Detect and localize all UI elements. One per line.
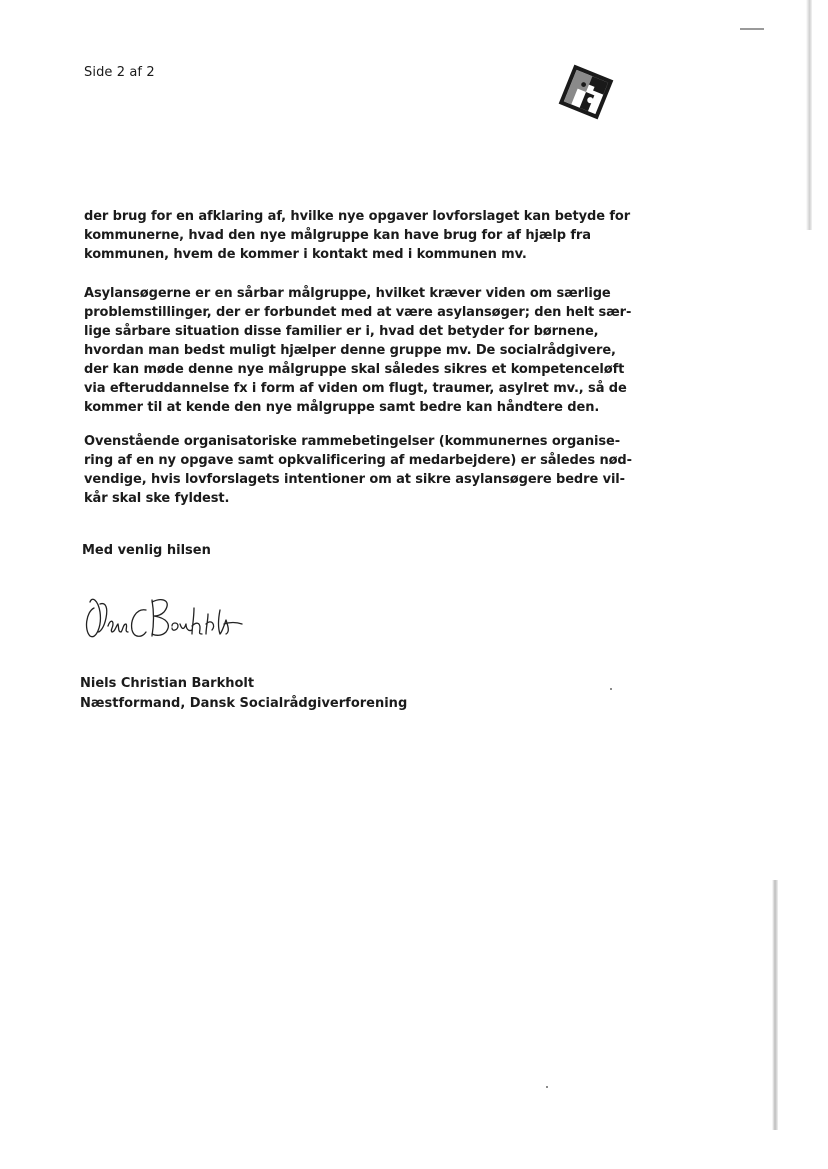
- text-line: der brug for en afklaring af, hvilke nye opgaver lovforslaget kan betyde for: [84, 209, 631, 224]
- scan-edge-shadow: [772, 880, 778, 1130]
- paragraph-2: [84, 284, 644, 417]
- text-line: problemstillinger, der er forbundet med at være asylansøger; den helt sær-: [84, 305, 632, 320]
- paragraph-3: [84, 432, 644, 508]
- scan-speck: [610, 688, 612, 690]
- scan-mark: [740, 28, 764, 30]
- text-line: kommunerne, hvad den nye målgruppe kan have brug for af hjælp fra: [84, 228, 591, 243]
- text-line: Asylansøgerne er en sårbar målgruppe, hvilket kræver viden om særlige: [84, 286, 611, 301]
- scan-speck: [546, 1086, 548, 1088]
- text-line: lige sårbare situation disse familier er i, hvad det betyder for børnene,: [84, 324, 599, 339]
- signer-name: Niels Christian Barkholt: [80, 676, 255, 691]
- text-line: kommer til at kende den nye målgruppe samt bedre kan håndtere den.: [84, 400, 600, 415]
- signer-title: Næstformand, Dansk Socialrådgiverforening: [80, 696, 408, 711]
- text-line: hvordan man bedst muligt hjælper denne gruppe mv. De socialrådgivere,: [84, 343, 616, 358]
- text-line: via efteruddannelse fx i form af viden om flugt, traumer, asylret mv., så de: [84, 381, 627, 396]
- handwritten-signature: [80, 578, 260, 650]
- text-line: Ovenstående organisatoriske rammebetingelser (kommunernes organise-: [84, 434, 620, 449]
- closing-salutation: Med venlig hilsen: [82, 543, 211, 558]
- text-line: vendige, hvis lovforslagets intentioner om at sikre asylansøgere bedre vil-: [84, 472, 625, 487]
- page-number: Side 2 af 2: [84, 65, 155, 80]
- text-line: der kan møde denne nye målgruppe skal således sikres et kompetenceløft: [84, 362, 625, 377]
- paragraph-1: [84, 207, 644, 264]
- signer-block: [80, 674, 407, 714]
- text-line: kommunen, hvem de kommer i kontakt med i kommunen mv.: [84, 247, 527, 262]
- scan-edge-shadow: [806, 0, 812, 230]
- dansk-socialraadgiverforening-logo-icon: [556, 62, 616, 122]
- text-line: ring af en ny opgave samt opkvalificering af medarbejdere) er således nød-: [84, 453, 632, 468]
- text-line: kår skal ske fyldest.: [84, 491, 230, 506]
